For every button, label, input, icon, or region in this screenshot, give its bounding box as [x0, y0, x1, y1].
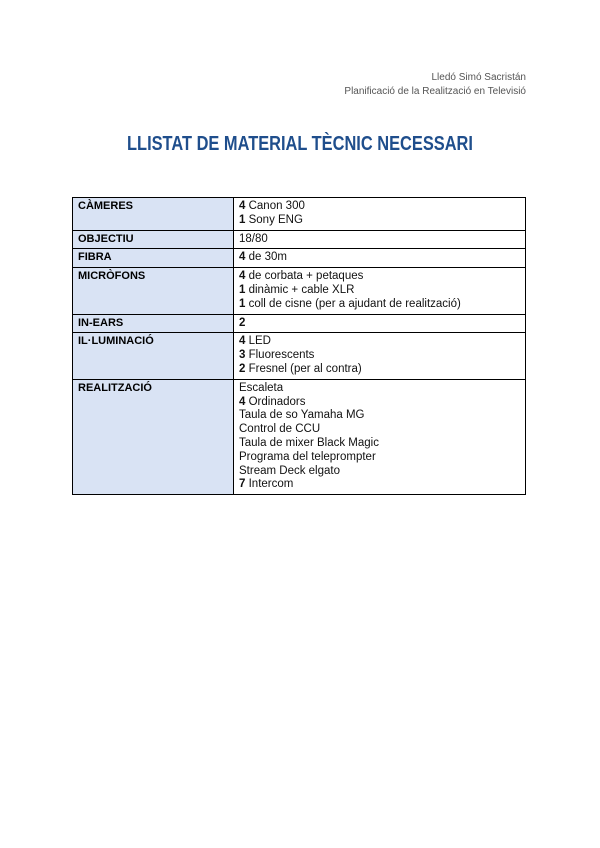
item-line	[239, 270, 520, 284]
category-items	[234, 268, 526, 314]
item-text: de 30m	[245, 251, 287, 264]
page-title: LLISTAT DE MATERIAL TÈCNIC NECESSARI	[127, 133, 473, 155]
table-row	[73, 249, 526, 268]
table-row	[73, 230, 526, 249]
category-label: OBJECTIU	[73, 230, 234, 249]
table-row	[73, 268, 526, 314]
item-line	[239, 409, 520, 423]
category-items	[234, 249, 526, 268]
item-text: Programa del teleprompter	[239, 450, 376, 463]
item-line	[239, 363, 520, 377]
item-line	[239, 214, 520, 228]
category-items	[234, 198, 526, 231]
item-quantity: 4	[239, 395, 246, 408]
table-row	[73, 333, 526, 379]
item-quantity: 2	[239, 362, 246, 375]
item-quantity: 4	[239, 200, 246, 212]
item-text: LED	[245, 335, 271, 348]
item-text: dinàmic + cable XLR	[245, 283, 355, 296]
item-line	[239, 465, 520, 479]
category-label: CÀMERES	[73, 198, 234, 231]
item-line	[239, 478, 520, 492]
document-header	[344, 71, 526, 99]
category-items	[234, 230, 526, 249]
item-line	[239, 284, 520, 298]
item-text: de corbata + petaques	[245, 270, 364, 283]
item-line	[239, 451, 520, 465]
item-text: Escaleta	[239, 381, 284, 394]
item-quantity: 1	[239, 297, 246, 310]
item-text: 18/80	[239, 232, 268, 245]
item-quantity: 3	[239, 349, 246, 362]
equipment-table-body	[73, 198, 526, 495]
item-line	[239, 335, 520, 349]
category-label: REALITZACIÓ	[73, 379, 234, 494]
item-text: Ordinadors	[245, 395, 306, 408]
item-line	[239, 437, 520, 451]
category-items	[234, 333, 526, 379]
item-quantity: 4	[239, 251, 246, 264]
category-label: FIBRA	[73, 249, 234, 268]
category-label: IL·LUMINACIÓ	[73, 333, 234, 379]
item-text: Taula de so Yamaha MG	[239, 409, 365, 422]
item-text: coll de cisne (per a ajudant de realització)	[245, 297, 461, 310]
item-line	[239, 349, 520, 363]
table-row	[73, 198, 526, 231]
author-name: Lledó Simó Sacristán	[431, 72, 526, 83]
category-label: MICRÒFONS	[73, 268, 234, 314]
item-quantity: 2	[239, 316, 246, 329]
item-line	[239, 382, 520, 396]
item-line	[239, 423, 520, 437]
category-label: IN-EARS	[73, 314, 234, 333]
item-text: Intercom	[245, 478, 294, 491]
table-row	[73, 314, 526, 333]
item-line	[239, 298, 520, 312]
item-line	[239, 233, 520, 247]
item-quantity: 4	[239, 335, 246, 348]
item-text: Canon 300	[245, 200, 305, 212]
category-items	[234, 314, 526, 333]
item-quantity: 1	[239, 213, 246, 226]
item-line	[239, 200, 520, 214]
item-text: Taula de mixer Black Magic	[239, 436, 379, 449]
item-quantity: 7	[239, 478, 246, 491]
course-subject: Planificació de la Realització en Televisió	[344, 86, 526, 97]
item-text: Fluorescents	[245, 349, 315, 362]
item-line	[239, 251, 520, 265]
item-quantity: 1	[239, 283, 246, 296]
equipment-table	[72, 197, 526, 495]
item-quantity: 4	[239, 270, 246, 283]
item-text: Control de CCU	[239, 423, 321, 436]
item-line	[239, 396, 520, 410]
category-items	[234, 379, 526, 494]
item-text: Sony ENG	[245, 213, 303, 226]
item-text: Fresnel (per al contra)	[245, 362, 362, 375]
item-line	[239, 317, 520, 331]
item-text: Stream Deck elgato	[239, 464, 340, 477]
table-row	[73, 379, 526, 494]
